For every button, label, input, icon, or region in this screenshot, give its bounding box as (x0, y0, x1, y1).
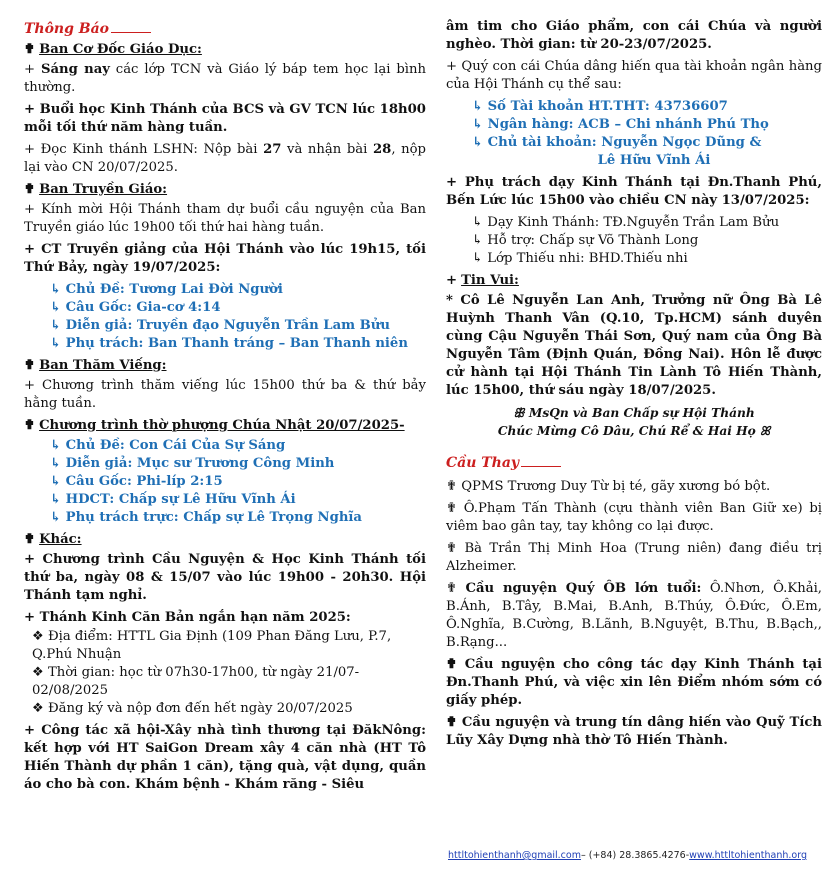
list-item: ❖ Địa điểm: HTTL Gia Định (109 Phan Đăng Lưu, P.7, Q.Phú Nhuận (32, 629, 392, 662)
list-item: ↳ Diễn giả: Mục sư Trương Công Minh (50, 456, 335, 471)
list-item: ↳ Chủ tài khoản: Nguyễn Ngọc Dũng & (472, 135, 762, 150)
list-item: ↳ Phụ trách: Ban Thanh tráng – Ban Thanh niên (50, 336, 408, 351)
list-item: Lê Hữu Vĩnh Ái (597, 153, 711, 168)
list-item: ↳ Lớp Thiếu nhi: BHD.Thiếu nhi (472, 251, 688, 266)
section-title-tho-phuong: ✟ Chương trình thờ phượng Chúa Nhật 20/07/2025- (24, 418, 405, 433)
paragraph: âm tim cho Giáo phẩm, con cái Chúa và người nghèo. Thời gian: từ 20-23/07/2025. (446, 19, 822, 52)
thong-bao-logo: Thông Báo (24, 16, 426, 38)
cross-icon: + (446, 273, 458, 288)
paragraph: + Công tác xã hội-Xây nhà tình thương tại ĐăkNông: kết hợp với HT SaiGon Dream xây 4 căn nhà (HT Tô Hiến Thành dự phần 1 căn), tặng quà, vật dụng, quần áo cho bà con. Khám bệnh - Khám răng - Siêu (24, 723, 426, 792)
list-item: ↳ Chủ Đề: Tương Lai Đời Người (50, 282, 283, 297)
list-item: ↳ Ngân hàng: ACB – Chi nhánh Phú Thọ (472, 117, 769, 132)
list-item: ↳ Phụ trách trực: Chấp sự Lê Trọng Nghĩa (50, 510, 362, 525)
section-title-khac: ✟ Khác: (24, 532, 82, 547)
paragraph: + Buổi học Kinh Thánh của BCS và GV TCN lúc 18h00 mỗi tối thứ năm hàng tuần. (24, 102, 426, 135)
section-title-tham-vieng: ✟ Ban Thăm Viếng: (24, 358, 167, 373)
list-item: ↳ Dạy Kinh Thánh: TĐ.Nguyễn Trần Lam Bửu (472, 215, 780, 230)
prayer-item: ✟ Cầu nguyện cho công tác dạy Kinh Thánh tại Đn.Thanh Phú, và việc xin lên Điểm nhóm sớm có giấy phép. (446, 657, 822, 708)
email-link[interactable]: httltohienthanh@gmail.com (448, 850, 581, 861)
list-item: ↳ Diễn giả: Truyền đạo Nguyễn Trần Lam Bửu (50, 318, 390, 333)
cau-thay-logo: Cầu Thay (446, 450, 822, 472)
cross-icon: ✟ (24, 532, 36, 547)
paragraph: * Cô Lê Nguyễn Lan Anh, Trưởng nữ Ông Bà Lê Huỳnh Thanh Vân (Q.10, Tp.HCM) sánh duyên cùng Cậu Nguyễn Thái Sơn, Quý nam của Ông Bà Nguyễn Tâm (Định Quán, Đồng Nai). Hôn lễ được cử hành tại Hội Thánh Tin Lành Tô Hiến Thành, lúc 15h00, thứ sáu ngày 18/07/2025. (446, 293, 822, 398)
paragraph: + Đọc Kinh thánh LSHN: Nộp bài 27 và nhận bài 28, nộp lại vào CN 20/07/2025. (24, 142, 426, 175)
list-item: ↳ Câu Gốc: Phi-líp 2:15 (50, 474, 223, 489)
prayer-item: ✟ Cầu nguyện và trung tín dâng hiến vào Quỹ Tích Lũy Xây Dựng nhà thờ Tô Hiến Thành. (446, 715, 822, 748)
left-column (24, 16, 426, 798)
section-title-truyen-giao: ✟ Ban Truyền Giáo: (24, 182, 168, 197)
cross-icon: ✟ (24, 182, 36, 197)
signature-line: Chúc Mừng Cô Dâu, Chú Rể & Hai Họ ꕤ (497, 424, 771, 438)
paragraph: + Phụ trách dạy Kinh Thánh tại Đn.Thanh Phú, Bến Lức lúc 15h00 vào chiều CN này 13/07/2025: (446, 175, 822, 208)
list-item: ❖ Thời gian: học từ 07h30-17h00, từ ngày 21/07-02/08/2025 (32, 665, 360, 698)
prayer-item: ✟ QPMS Trương Duy Từ bị té, gãy xương bó bột. (446, 479, 771, 494)
section-title-tin-vui: + Tin Vui: (446, 273, 519, 288)
paragraph: + Kính mời Hội Thánh tham dự buổi cầu nguyện của Ban Truyền giáo lúc 19h00 tối thứ hai hàng tuần. (24, 202, 426, 235)
section-title-cdgd: ✟ Ban Cơ Đốc Giáo Dục: (24, 42, 202, 57)
paragraph: + Chương trình thăm viếng lúc 15h00 thứ ba & thứ bảy hằng tuần. (24, 378, 426, 411)
list-item: ↳ Số Tài khoản HT.THT: 43736607 (472, 99, 728, 114)
list-item: ↳ Hỗ trợ: Chấp sự Võ Thành Long (472, 233, 699, 248)
paragraph: + Thánh Kinh Căn Bản ngắn hạn năm 2025: (24, 610, 351, 625)
paragraph: + Sáng nay các lớp TCN và Giáo lý báp tem học lại bình thường. (24, 62, 427, 95)
cross-icon: ✟ (24, 42, 36, 57)
paragraph: + Quý con cái Chúa dâng hiến qua tài khoản ngân hàng của Hội Thánh cụ thể sau: (446, 59, 822, 92)
prayer-item: ✟ Ô.Phạm Tấn Thành (cựu thành viên Ban Giữ xe) bị viêm bao gân tay, tay không co lại được. (446, 501, 822, 534)
right-column (446, 0, 822, 754)
cross-icon: ✟ (24, 418, 36, 433)
prayer-item: ✟ Bà Trần Thị Minh Hoa (Trung niên) đang điều trị Alzheimer. (446, 541, 822, 574)
paragraph: + Chương trình Cầu Nguyện & Học Kinh Thánh tối thứ ba, ngày 08 & 15/07 vào lúc 19h00 - 20h30. Hội Thánh tạm nghỉ. (24, 552, 426, 603)
list-item: ↳ HDCT: Chấp sự Lê Hữu Vĩnh Ái (50, 492, 296, 507)
prayer-item: ✟ Cầu nguyện Quý ÔB lớn tuổi: Ô.Nhơn, Ô.Khải, B.Ánh, B.Tây, B.Mai, B.Anh, B.Thúy, Ô.Đức, Ô.Em, Ô.Nghĩa, B.Cường, B.Lãnh, B.Nguyệt, B.Thu, B.Bạch,, B.Rạng... (446, 581, 822, 650)
paragraph: + CT Truyền giảng của Hội Thánh vào lúc 19h15, tối Thứ Bảy, ngày 19/07/2025: (24, 242, 426, 275)
cross-icon: ✟ (24, 358, 36, 373)
list-item: ↳ Câu Gốc: Gia-cơ 4:14 (50, 300, 221, 315)
website-link[interactable]: www.httltohienthanh.org (689, 850, 807, 861)
signature-line: ꕥ MsQn và Ban Chấp sự Hội Thánh (513, 406, 755, 420)
list-item: ↳ Chủ Đề: Con Cái Của Sự Sáng (50, 438, 286, 453)
footer-contact (448, 847, 807, 865)
phone-text: – (+84) 28.3865.4276- (580, 850, 690, 861)
list-item: ❖ Đăng ký và nộp đơn đến hết ngày 20/07/2025 (32, 701, 353, 716)
